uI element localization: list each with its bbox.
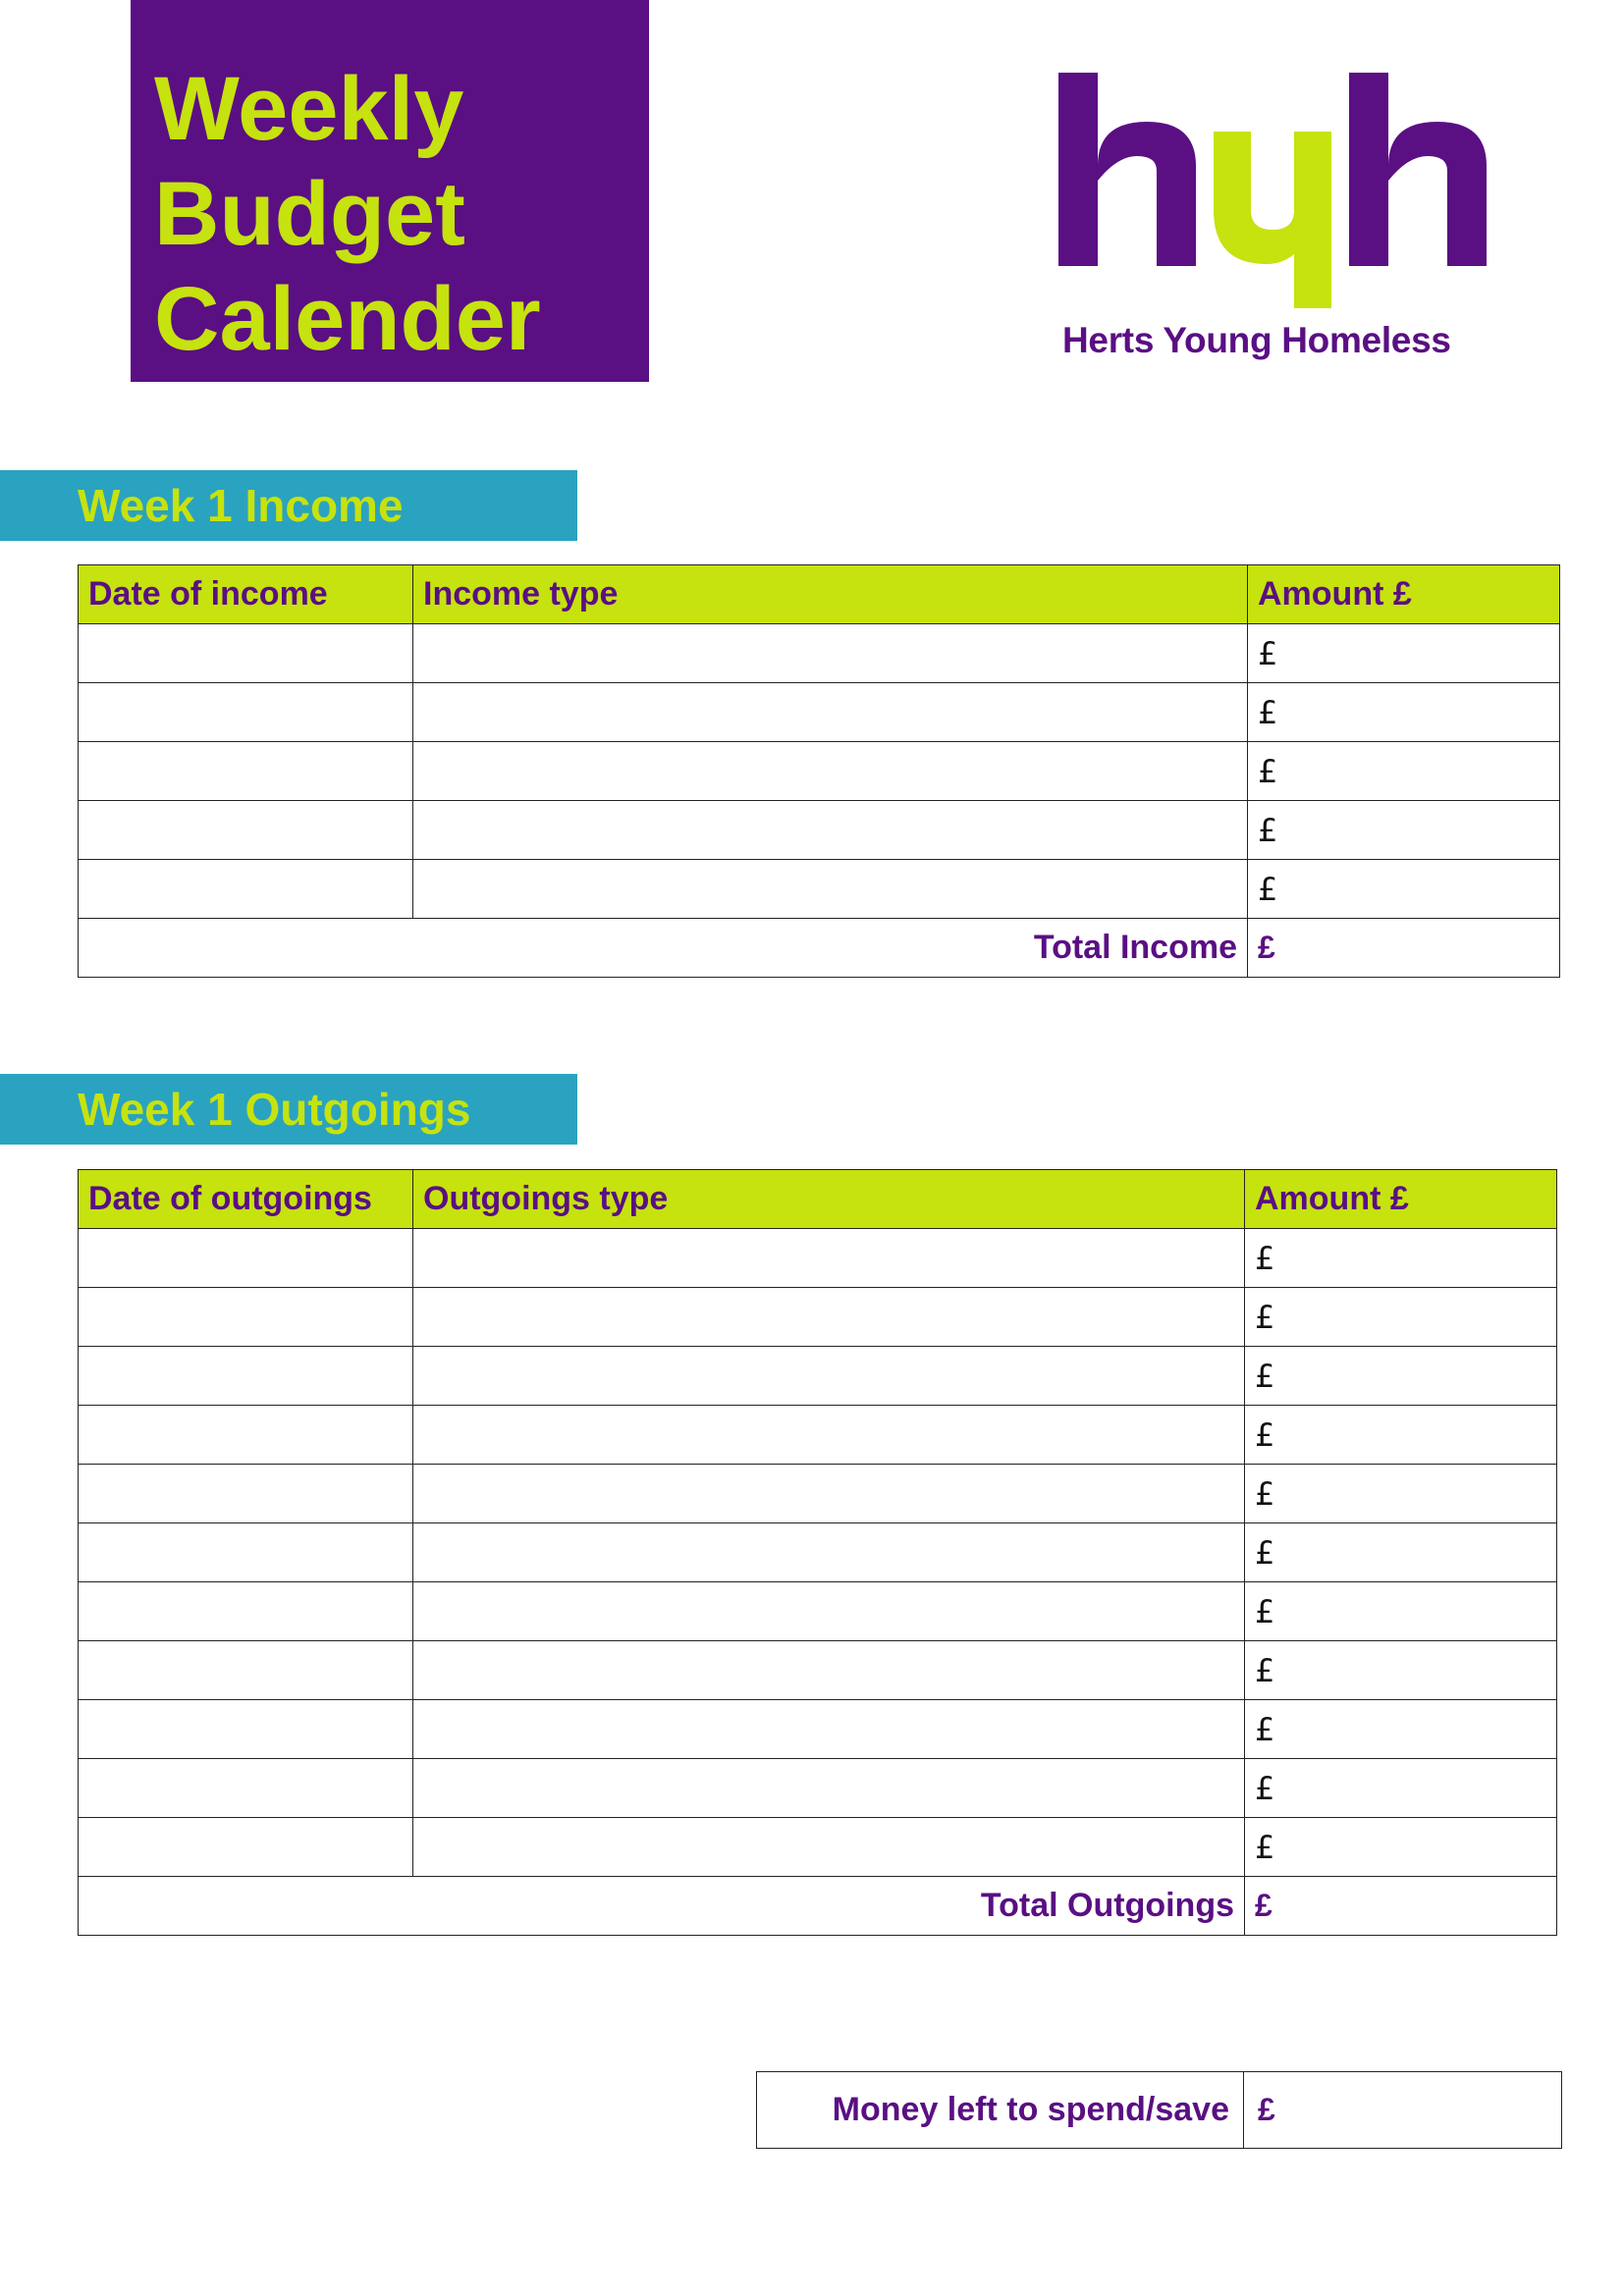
outgoings-type-cell[interactable] (413, 1465, 1245, 1523)
outgoings-section-bar (0, 1074, 577, 1145)
logo-h-left-stem (1058, 73, 1098, 266)
outgoings-amount-cell[interactable]: £ (1245, 1700, 1557, 1759)
outgoings-date-cell[interactable] (79, 1641, 413, 1700)
outgoings-date-cell[interactable] (79, 1288, 413, 1347)
outgoings-date-cell[interactable] (79, 1229, 413, 1288)
income-date-cell[interactable] (79, 683, 413, 742)
outgoings-amount-cell[interactable]: £ (1245, 1406, 1557, 1465)
total-income-value[interactable]: £ (1248, 919, 1560, 978)
outgoings-type-cell[interactable] (413, 1759, 1245, 1818)
table-row (79, 742, 1560, 801)
outgoings-date-cell[interactable] (79, 1465, 413, 1523)
total-outgoings-label: Total Outgoings (79, 1877, 1245, 1936)
income-col-date: Date of income (79, 565, 413, 624)
income-amount-cell[interactable]: £ (1248, 683, 1560, 742)
income-type-cell[interactable] (413, 742, 1248, 801)
outgoings-date-cell[interactable] (79, 1700, 413, 1759)
outgoings-type-cell[interactable] (413, 1523, 1245, 1582)
outgoings-type-cell[interactable] (413, 1347, 1245, 1406)
table-row (79, 1347, 1557, 1406)
total-outgoings-value[interactable]: £ (1245, 1877, 1557, 1936)
income-col-type: Income type (413, 565, 1248, 624)
outgoings-amount-cell[interactable]: £ (1245, 1523, 1557, 1582)
outgoings-amount-cell[interactable]: £ (1245, 1641, 1557, 1700)
income-date-cell[interactable] (79, 742, 413, 801)
logo-h-right-stem (1349, 73, 1388, 266)
table-row (79, 624, 1560, 683)
money-left-row (757, 2072, 1562, 2149)
income-date-cell[interactable] (79, 624, 413, 683)
outgoings-col-type: Outgoings type (413, 1170, 1245, 1229)
table-row (79, 860, 1560, 919)
income-type-cell[interactable] (413, 801, 1248, 860)
outgoings-type-cell[interactable] (413, 1229, 1245, 1288)
income-date-cell[interactable] (79, 860, 413, 919)
money-left-box (756, 2071, 1562, 2149)
outgoings-type-cell[interactable] (413, 1288, 1245, 1347)
outgoings-amount-cell[interactable]: £ (1245, 1347, 1557, 1406)
outgoings-date-cell[interactable] (79, 1759, 413, 1818)
outgoings-type-cell[interactable] (413, 1818, 1245, 1877)
table-row (79, 1523, 1557, 1582)
money-left-value[interactable]: £ (1244, 2072, 1562, 2149)
outgoings-type-cell[interactable] (413, 1641, 1245, 1700)
outgoings-amount-cell[interactable]: £ (1245, 1229, 1557, 1288)
income-amount-cell[interactable]: £ (1248, 742, 1560, 801)
income-section-title: Week 1 Income (78, 480, 404, 531)
outgoings-amount-cell[interactable]: £ (1245, 1582, 1557, 1641)
income-total-row (79, 919, 1560, 978)
outgoings-total-row (79, 1877, 1557, 1936)
outgoings-amount-cell[interactable]: £ (1245, 1465, 1557, 1523)
logo-h-right-arch (1388, 122, 1487, 266)
table-row (79, 1582, 1557, 1641)
income-type-cell[interactable] (413, 683, 1248, 742)
outgoings-type-cell[interactable] (413, 1582, 1245, 1641)
income-type-cell[interactable] (413, 860, 1248, 919)
page-title: Weekly Budget Calender (154, 59, 541, 369)
outgoings-col-amount: Amount £ (1245, 1170, 1557, 1229)
outgoings-date-cell[interactable] (79, 1818, 413, 1877)
outgoings-amount-cell[interactable]: £ (1245, 1818, 1557, 1877)
outgoings-date-cell[interactable] (79, 1582, 413, 1641)
outgoings-date-cell[interactable] (79, 1406, 413, 1465)
table-row (79, 1818, 1557, 1877)
outgoings-amount-cell[interactable]: £ (1245, 1288, 1557, 1347)
logo-h-left-arch (1098, 122, 1196, 266)
outgoings-section-title: Week 1 Outgoings (78, 1084, 471, 1135)
income-date-cell[interactable] (79, 801, 413, 860)
outgoings-header-row (79, 1170, 1557, 1229)
income-type-cell[interactable] (413, 624, 1248, 683)
table-row (79, 801, 1560, 860)
table-row (79, 1229, 1557, 1288)
outgoings-date-cell[interactable] (79, 1347, 413, 1406)
table-row (79, 1465, 1557, 1523)
outgoings-col-date: Date of outgoings (79, 1170, 413, 1229)
logo-caption: Herts Young Homeless (1062, 320, 1451, 360)
income-amount-cell[interactable]: £ (1248, 624, 1560, 683)
outgoings-amount-cell[interactable]: £ (1245, 1759, 1557, 1818)
total-income-label: Total Income (79, 919, 1248, 978)
money-left-label: Money left to spend/save (757, 2072, 1244, 2149)
income-header-row (79, 565, 1560, 624)
table-row (79, 1700, 1557, 1759)
table-row (79, 683, 1560, 742)
outgoings-type-cell[interactable] (413, 1700, 1245, 1759)
table-row (79, 1641, 1557, 1700)
logo-y (1214, 132, 1331, 308)
income-amount-cell[interactable]: £ (1248, 860, 1560, 919)
table-row (79, 1759, 1557, 1818)
outgoings-date-cell[interactable] (79, 1523, 413, 1582)
income-amount-cell[interactable]: £ (1248, 801, 1560, 860)
outgoings-table (78, 1169, 1557, 1936)
income-table (78, 564, 1560, 978)
income-section-bar (0, 470, 577, 541)
outgoings-type-cell[interactable] (413, 1406, 1245, 1465)
table-row (79, 1288, 1557, 1347)
table-row (79, 1406, 1557, 1465)
income-col-amount: Amount £ (1248, 565, 1560, 624)
